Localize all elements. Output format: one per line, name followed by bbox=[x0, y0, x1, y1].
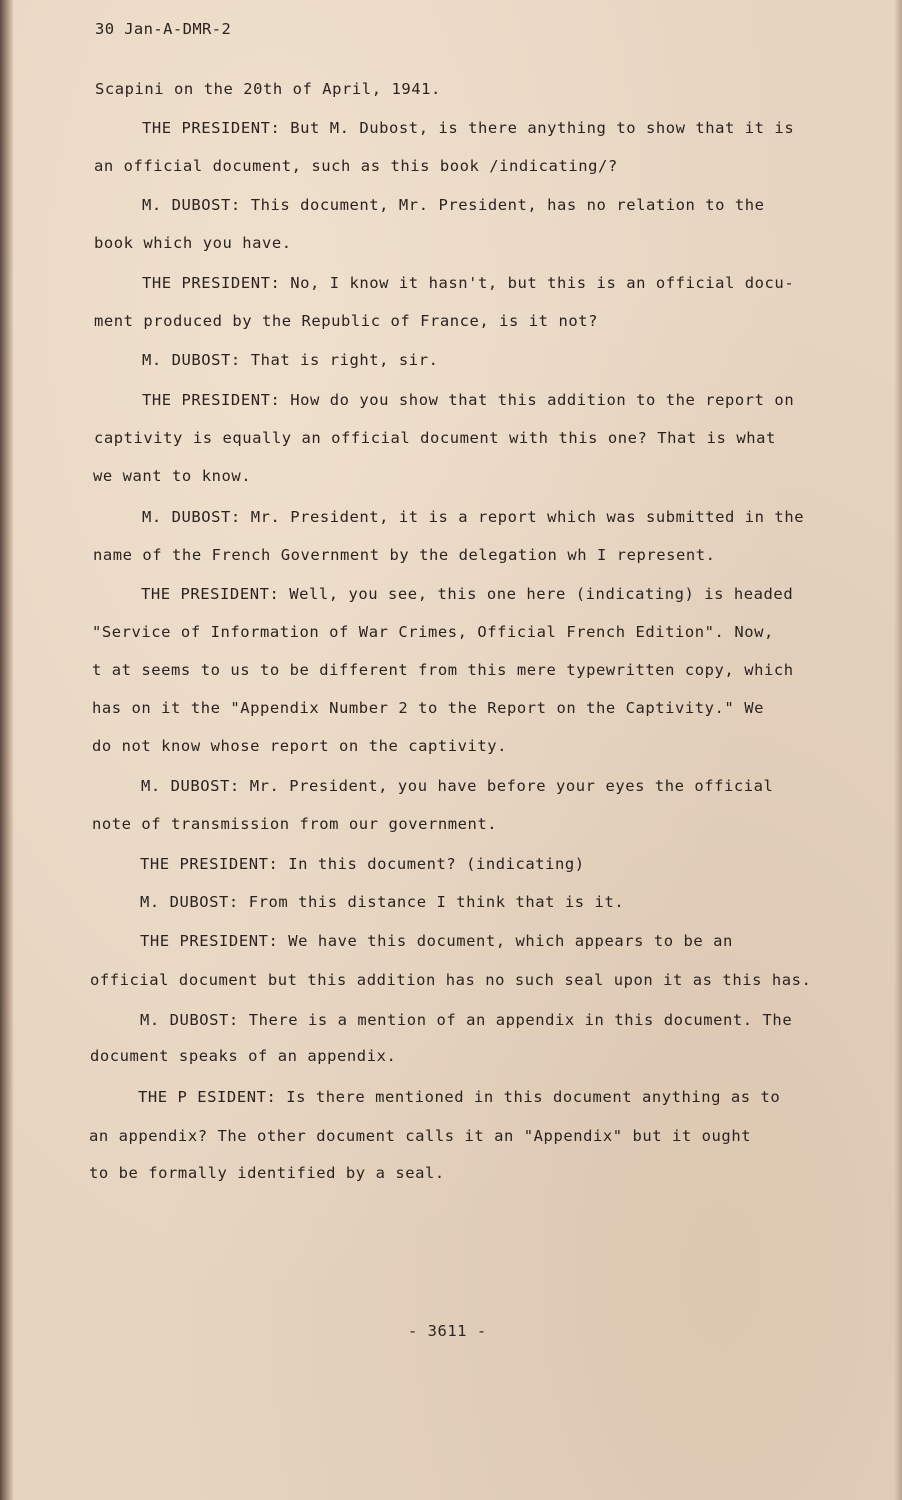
text-line: "Service of Information of War Crimes, Official French Edition". Now, bbox=[92, 623, 774, 641]
text-line: M. DUBOST: From this distance I think that is it. bbox=[140, 893, 625, 911]
text-line: M. DUBOST: Mr. President, it is a report which was submitted in the bbox=[142, 508, 805, 526]
text-line: an official document, such as this book /indicating/? bbox=[94, 157, 618, 175]
text-line: an appendix? The other document calls it an "Appendix" but it ought bbox=[89, 1127, 752, 1145]
text-line: THE PRESIDENT: How do you show that this addition to the report on bbox=[142, 391, 795, 409]
text-line: M. DUBOST: There is a mention of an appendix in this document. The bbox=[140, 1011, 793, 1029]
text-line: t at seems to us to be different from this mere typewritten copy, which bbox=[92, 661, 794, 679]
text-line: Scapini on the 20th of April, 1941. bbox=[95, 80, 441, 98]
text-line: captivity is equally an official document with this one? That is what bbox=[94, 429, 776, 447]
text-line: M. DUBOST: Mr. President, you have before your eyes the official bbox=[141, 777, 774, 795]
text-line: THE PRESIDENT: In this document? (indicating) bbox=[140, 855, 585, 873]
text-line: official document but this addition has no such seal upon it as this has. bbox=[90, 971, 812, 989]
page-number: - 3611 - bbox=[408, 1322, 487, 1340]
text-line: THE PRESIDENT: No, I know it hasn't, but this is an official docu- bbox=[142, 274, 795, 292]
text-line: THE PRESIDENT: But M. Dubost, is there anything to show that it is bbox=[142, 119, 795, 137]
text-line: name of the French Government by the delegation wh I represent. bbox=[93, 546, 716, 564]
text-line: has on it the "Appendix Number 2 to the Report on the Captivity." We bbox=[92, 699, 764, 717]
text-line: THE PRESIDENT: Well, you see, this one here (indicating) is headed bbox=[141, 585, 794, 603]
page-edge-right bbox=[894, 0, 902, 1500]
text-line: M. DUBOST: That is right, sir. bbox=[142, 351, 439, 369]
text-line: THE P ESIDENT: Is there mentioned in this document anything as to bbox=[138, 1088, 781, 1106]
text-line: book which you have. bbox=[94, 234, 292, 252]
text-line: THE PRESIDENT: We have this document, which appears to be an bbox=[140, 932, 733, 950]
text-line: M. DUBOST: This document, Mr. President, has no relation to the bbox=[142, 196, 765, 214]
text-line: document speaks of an appendix. bbox=[90, 1047, 397, 1065]
text-line: we want to know. bbox=[93, 467, 252, 485]
page-header: 30 Jan-A-DMR-2 bbox=[95, 20, 232, 38]
text-line: ment produced by the Republic of France, is it not? bbox=[94, 312, 598, 330]
text-line: to be formally identified by a seal. bbox=[89, 1164, 445, 1182]
text-line: do not know whose report on the captivity. bbox=[92, 737, 508, 755]
page-edge-left bbox=[0, 0, 14, 1500]
text-line: note of transmission from our government. bbox=[92, 815, 498, 833]
